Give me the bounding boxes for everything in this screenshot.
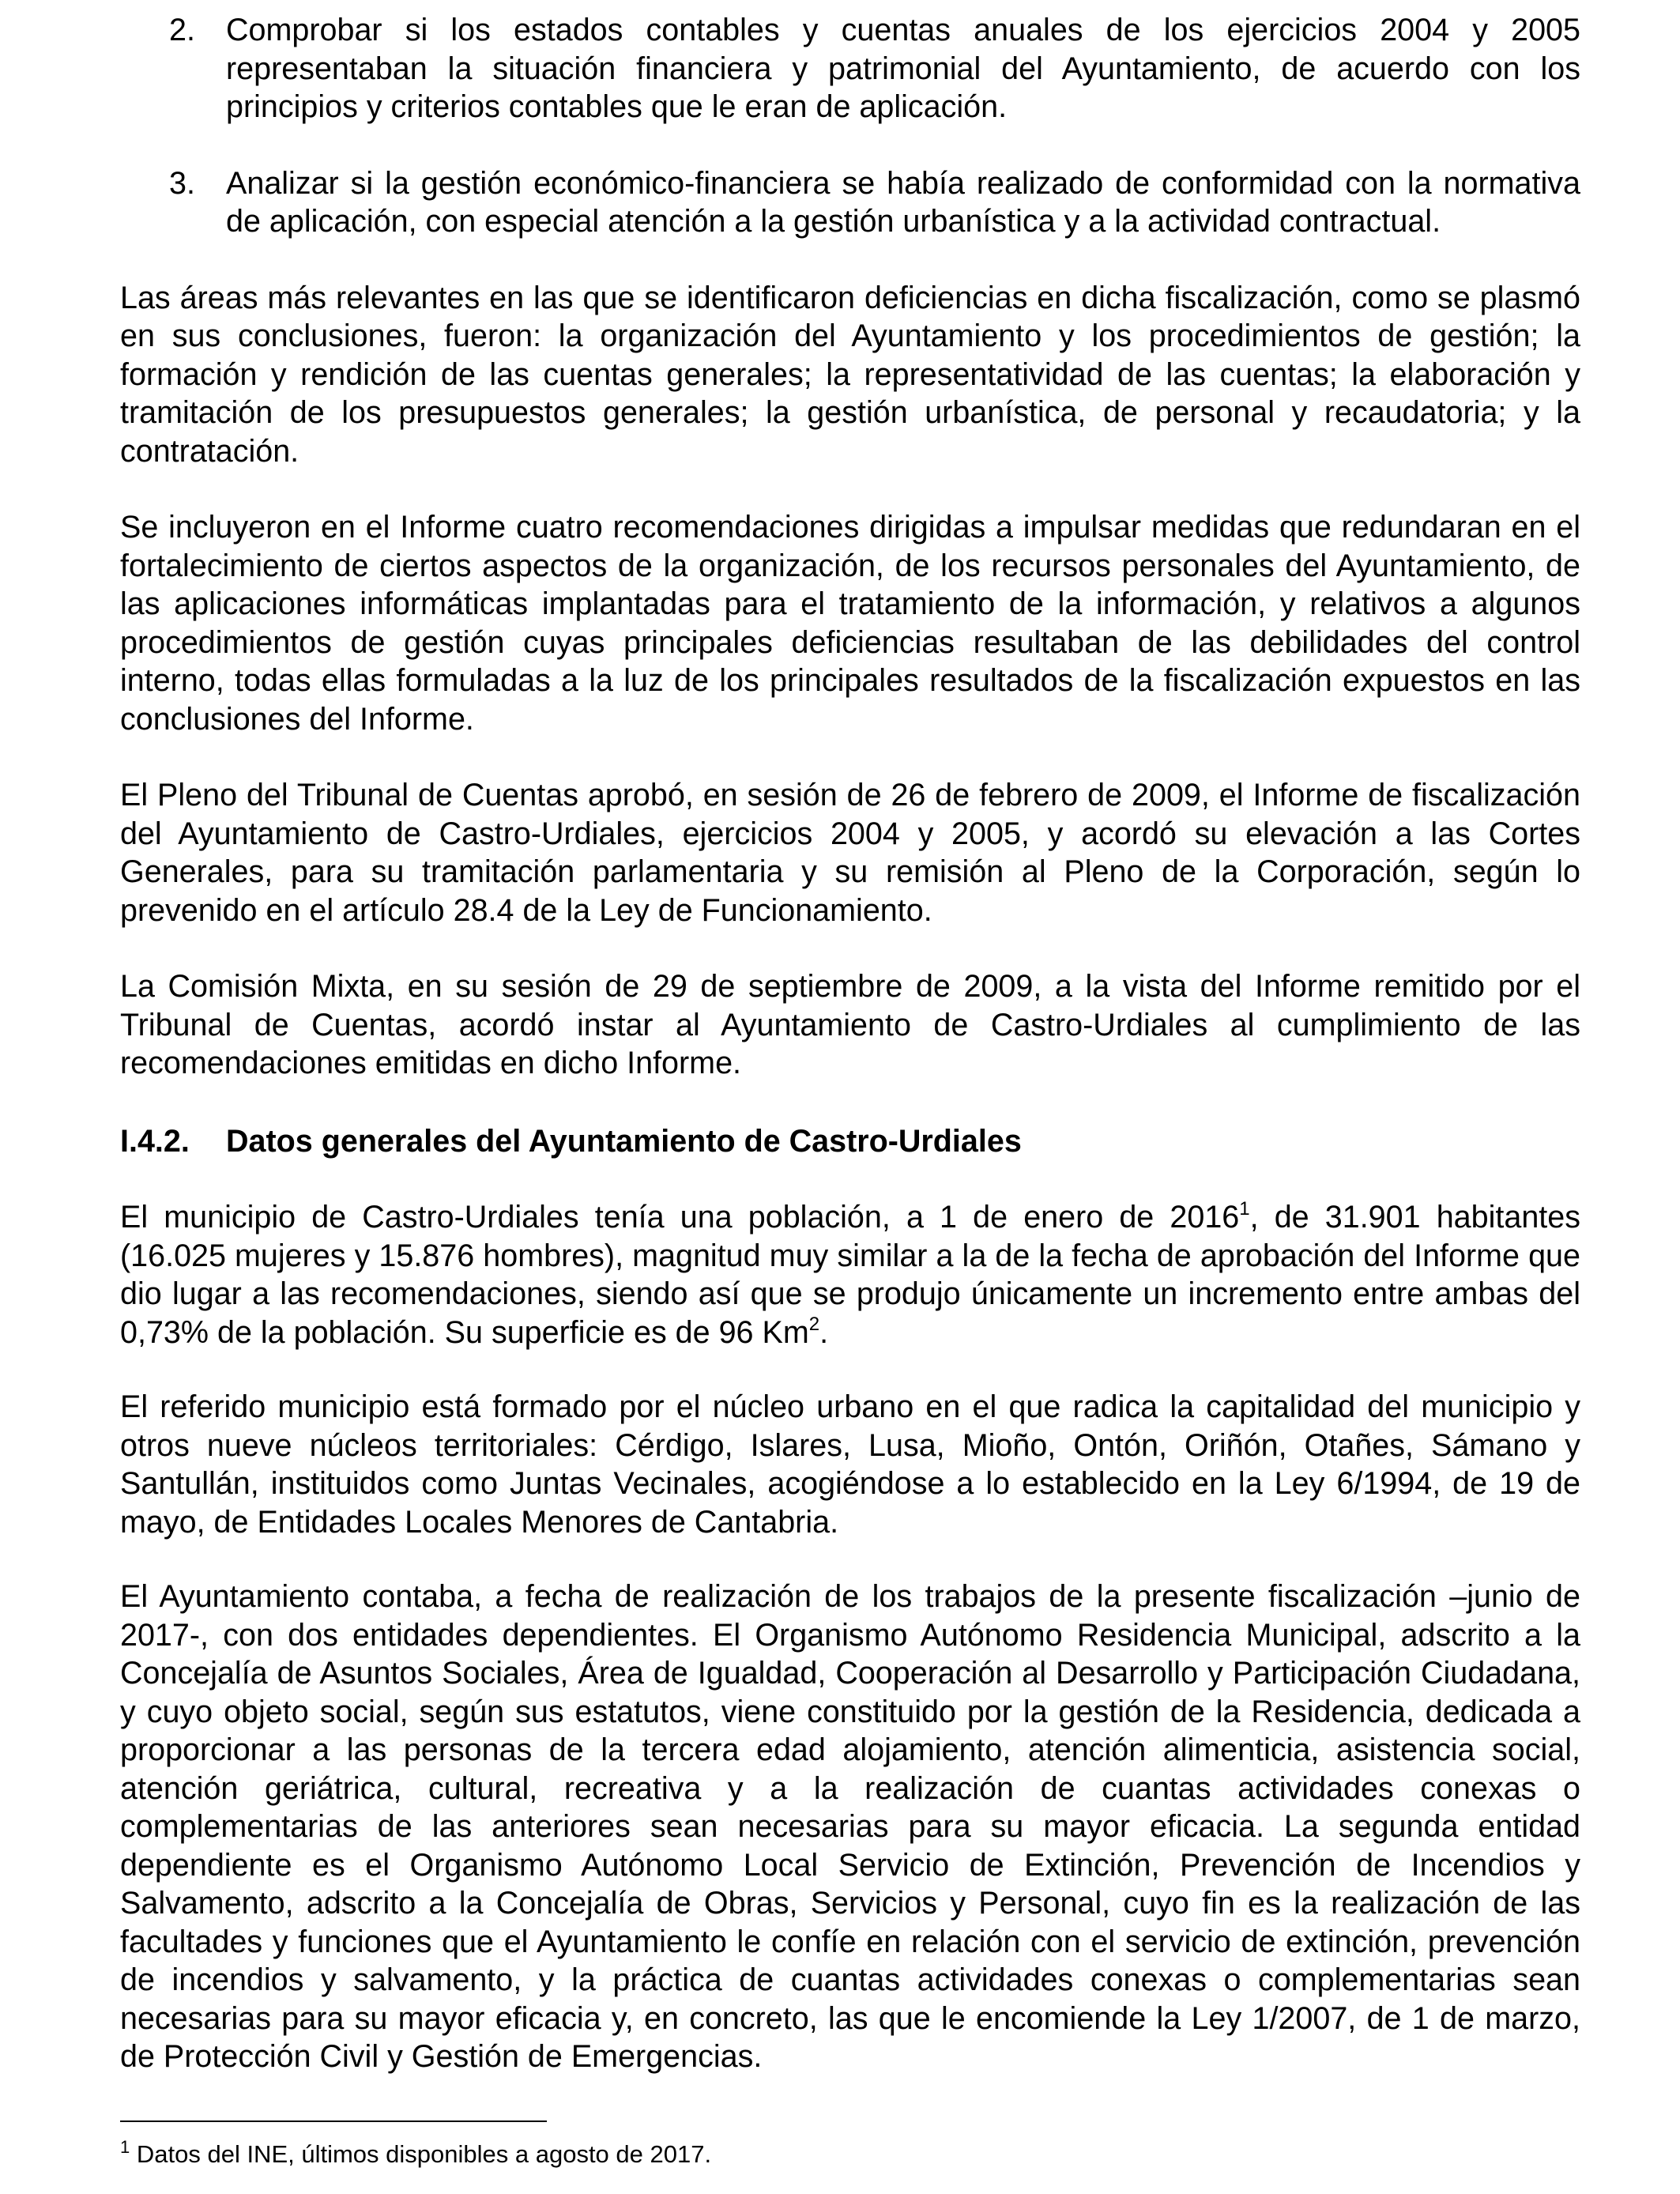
population-paragraph bbox=[120, 1198, 1580, 1351]
footnote-text: Datos del INE, últimos disponibles a agosto de 2017. bbox=[130, 2140, 712, 2168]
paragraph: El referido municipio está formado por el núcleo urbano en el que radica la capitalidad del municipio y otros nueve núcleos territoriales: Cérdigo, Islares, Lusa, Mioño, Ontón, Oriñón, Otañes, Sámano y Santullán, instituidos como Juntas Vecinales, acogiéndose a lo establecido en la Ley 6/1994, de 19 de mayo, de Entidades Locales Menores de Cantabria. bbox=[120, 1389, 1580, 1540]
paragraph-text: . bbox=[819, 1314, 829, 1350]
list-item-number: 3. bbox=[169, 165, 195, 201]
objectives-list bbox=[120, 11, 1580, 241]
paragraph: El Pleno del Tribunal de Cuentas aprobó, en sesión de 26 de febrero de 2009, el Informe de fiscalización del Ayuntamiento de Castro-Urdiales, ejercicios 2004 y 2005, y acordó su elevación a las Cortes Generales, para su tramitación parlamentaria y su remisión al Pleno de la Corporación, según lo prevenido en el artículo 28.4 de la Ley de Funcionamiento. bbox=[120, 778, 1580, 928]
paragraph: El Ayuntamiento contaba, a fecha de realización de los trabajos de la presente fiscalización –junio de 2017-, con dos entidades dependientes. El Organismo Autónomo Residencia Municipal, adscrito a la Concejalía de Asuntos Sociales, Área de Igualdad, Cooperación al Desarrollo y Participación Ciudadana, y cuyo objeto social, según sus estatutos, viene constituido por la gestión de la Residencia, dedicada a proporcionar a las personas de la tercera edad alojamiento, atención alimenticia, asistencia social, atención geriátrica, cultural, recreativa y a la realización de cuantas actividades conexas o complementarias de las anteriores sean necesarias para su mayor eficacia. La segunda entidad dependiente es el Organismo Autónomo Local Servicio de Extinción, Prevención de Incendios y Salvamento, adscrito a la Concejalía de Obras, Servicios y Personal, cuyo fin es la realización de las facultades y funciones que el Ayuntamiento le confíe en relación con el servicio de extinción, prevención de incendios y salvamento, y la práctica de cuantas actividades conexas o complementarias sean necesarias para su mayor eficacia y, en concreto, las que le encomiende la Ley 1/2007, de 1 de marzo, de Protección Civil y Gestión de Emergencias. bbox=[120, 1579, 1580, 2074]
paragraph: Las áreas más relevantes en las que se identificaron deficiencias en dicha fiscalización, como se plasmó en sus conclusiones, fueron: la organización del Ayuntamiento y los procedimientos de gestión; la formación y rendición de las cuentas generales; la representatividad de las cuentas; la elaboración y tramitación de los presupuestos generales; la gestión urbanística, de personal y recaudatoria; y la contratación. bbox=[120, 280, 1580, 469]
paragraph-text: , de 31.901 habitantes (16.025 mujeres y 15.876 hombres), magnitud muy similar a la de la fecha de aprobación del Informe que dio lugar a las recomendaciones, siendo así que se produjo únicamente un incremento entre ambas del 0,73% de la población. Su superficie es de 96 Km bbox=[120, 1200, 1580, 1350]
section-heading bbox=[120, 1122, 1580, 1161]
section-number: I.4.2. bbox=[120, 1123, 190, 1159]
footnote-reference[interactable]: 1 bbox=[1239, 1198, 1250, 1220]
list-item-number: 2. bbox=[169, 13, 195, 47]
list-item bbox=[120, 164, 1580, 241]
list-item bbox=[120, 11, 1580, 126]
document-page bbox=[120, 11, 1580, 2076]
list-item-text: Analizar si la gestión económico-financiera se había realizado de conformidad con la normativa de aplicación, con especial atención a la gestión urbanística y a la actividad contractual. bbox=[226, 165, 1580, 239]
superscript: 2 bbox=[808, 1313, 820, 1335]
section-title: Datos generales del Ayuntamiento de Castro-Urdiales bbox=[226, 1123, 1022, 1159]
footnote bbox=[120, 2139, 711, 2170]
list-item-text: Comprobar si los estados contables y cuentas anuales de los ejercicios 2004 y 2005 representaban la situación financiera y patrimonial del Ayuntamiento, de acuerdo con los principios y criterios contables que le eran de aplicación. bbox=[226, 13, 1580, 124]
footnote-separator bbox=[120, 2120, 547, 2122]
paragraph-text: El municipio de Castro-Urdiales tenía una población, a 1 de enero de 2016 bbox=[120, 1200, 1240, 1235]
paragraph: Se incluyeron en el Informe cuatro recomendaciones dirigidas a impulsar medidas que redundaran en el fortalecimiento de ciertos aspectos de la organización, de los recursos personales del Ayuntamiento, de las aplicaciones informáticas implantadas para el tratamiento de la información, y relativos a algunos procedimientos de gestión cuyas principales deficiencias resultaban de las debilidades del control interno, todas ellas formuladas a la luz de los principales resultados de la fiscalización expuestos en las conclusiones del Informe. bbox=[120, 510, 1580, 737]
paragraph: La Comisión Mixta, en su sesión de 29 de septiembre de 2009, a la vista del Informe remitido por el Tribunal de Cuentas, acordó instar al Ayuntamiento de Castro-Urdiales al cumplimiento de las recomendaciones emitidas en dicho Informe. bbox=[120, 969, 1580, 1080]
footnote-marker: 1 bbox=[120, 2137, 130, 2157]
